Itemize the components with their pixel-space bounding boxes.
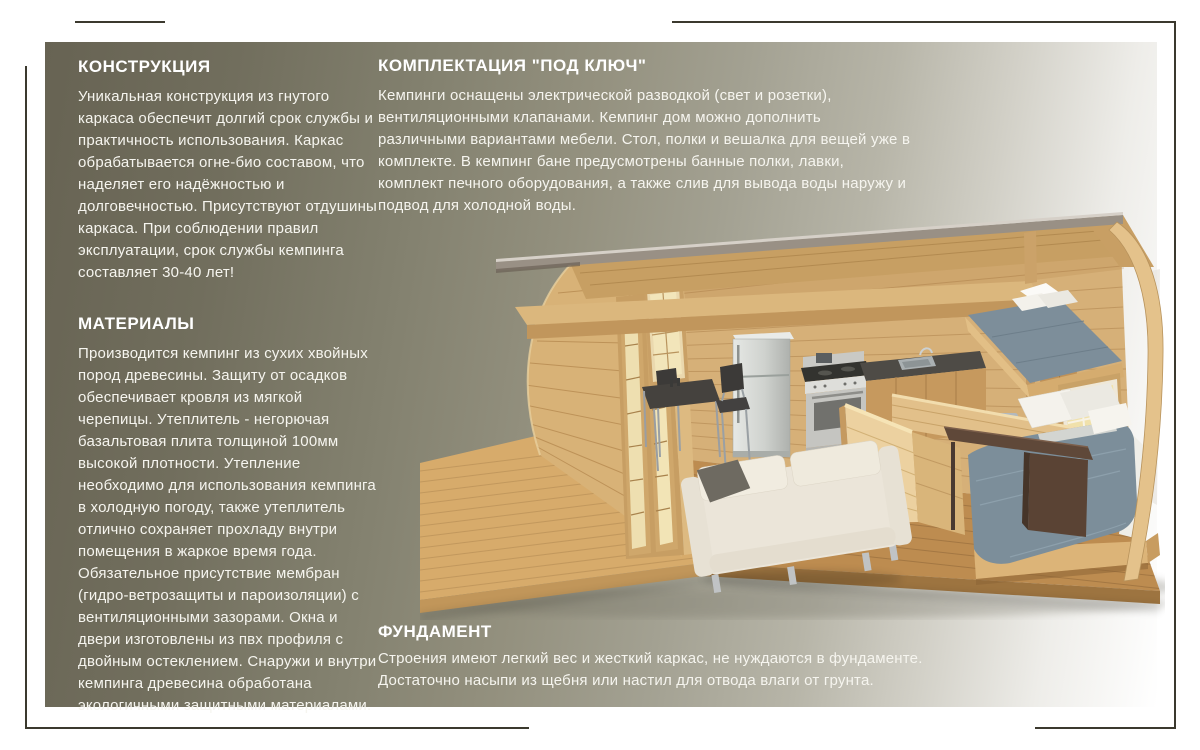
section-foundation [378, 622, 926, 692]
frame-line-top-left [75, 21, 165, 23]
construction-body: Уникальная конструкция из гнутого каркаса обеспечит долгий срок службы и практичность использования. Каркас обрабатывается огне-био составом, что наделяет его надёжностью и долговечностью. Присутствуют отдушины каркаса. При соблюдении правил эксплуатации, срок службы кемпинга составляет 30-40 лет! [78, 88, 378, 281]
materials-body: Производится кемпинг из сухих хвойных пород древесины. Защиту от осадков обеспечивает кровля из мягкой черепицы. Утеплитель - негорючая базальтовая плита толщиной 100мм высокой плотности. Утепление необходимо для использования кемпинга в холодную погоду, также утеплитель отлично сохраняет прохладу внутри помещения в жаркое время года. Обязательное присутствие мембран (гидро-ветрозащиты и пароизоляции) с вентиляционными зазорами. Окна и двери изготовлены из пвх профиля с двойным остеклением. Снаружи и внутри кемпинга древесина обработана экологичными защитными материалами. [78, 345, 377, 714]
frame-line-top-right [672, 21, 1176, 23]
frame-line-right [1174, 21, 1176, 729]
foundation-body: Строения имеют легкий вес и жесткий каркас, не нуждаются в фундаменте. Достаточно насыпи из щебня или настил для отвода влаги от грунта. [378, 650, 923, 689]
construction-heading: КОНСТРУКЦИЯ [78, 57, 211, 76]
materials-heading: МАТЕРИАЛЫ [78, 314, 195, 333]
frame-line-bottom-left [25, 727, 529, 729]
foundation-heading: ФУНДАМЕНТ [378, 622, 492, 641]
section-construction [78, 57, 380, 284]
equipment-heading: КОМПЛЕКТАЦИЯ "ПОД КЛЮЧ" [378, 56, 647, 75]
section-equipment [378, 56, 913, 217]
frame-line-left [25, 66, 27, 729]
section-materials [78, 314, 380, 717]
equipment-body: Кемпинги оснащены электрической разводкой (свет и розетки), вентиляционными клапанами. Кемпинг дом можно дополнить различными вариантами мебели. Стол, полки и вешалка для вещей уже в комплекте. В кемпинг бане предусмотрены банные полки, лавки, комплект печного оборудования, а также слив для вывода воды наружу и подвод для холодной воды. [378, 87, 911, 214]
frame-line-bottom-right [1035, 727, 1176, 729]
cabin-cutaway-illustration [420, 205, 1165, 620]
